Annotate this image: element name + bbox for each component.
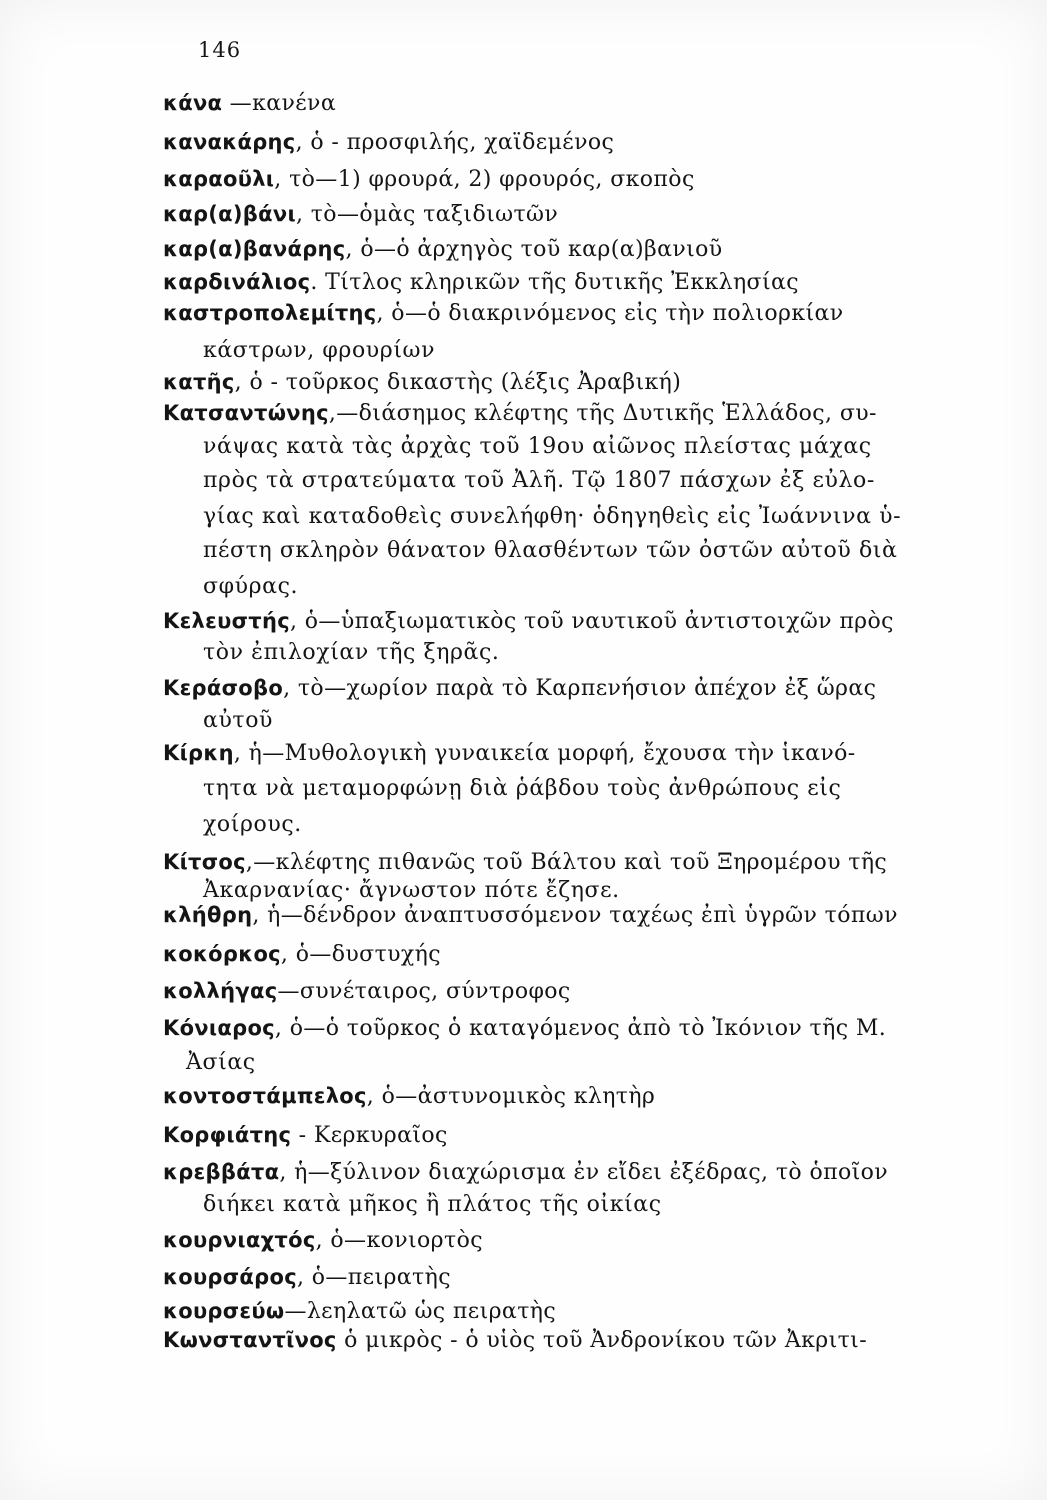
entry-continuation-line: Ἀκαρνανίας· ἄγνωστον πότε ἔζησε. [203, 878, 620, 903]
dictionary-entry [163, 673, 876, 704]
entry-headword: καραοῦλι [163, 167, 275, 191]
entry-headword: Κίρκη [163, 741, 234, 765]
entry-continuation-line: διήκει κατὰ μῆκος ἢ πλάτος τῆς οἰκίας [203, 1192, 662, 1217]
entry-definition: , ὁ—ὁ τοῦρκος ὁ καταγόμενος ἀπὸ τὸ Ἰκόνιον τῆς Μ. [274, 1016, 887, 1041]
entry-headword: κουρσεύω [163, 1299, 285, 1323]
dictionary-entry [163, 298, 844, 329]
dictionary-entry [163, 199, 558, 230]
dictionary-entry [163, 398, 877, 429]
entry-definition: - Κερκυραῖος [291, 1123, 448, 1148]
entry-headword: Κελευστής [163, 609, 290, 633]
entry-continuation-line: νάψας κατὰ τὰς ἀρχὰς τοῦ 19ου αἰῶνος πλείστας μάχας [203, 434, 872, 459]
dictionary-entry [163, 1225, 483, 1256]
dictionary-entry [163, 1296, 556, 1327]
entry-continuation-line: Ἀσίας [186, 1050, 256, 1075]
entry-headword: κλήθρη [163, 903, 253, 927]
entry-definition: , τὸ—χωρίον παρὰ τὸ Καρπενήσιον ἀπέχον ἐξ ὥρας [283, 676, 877, 701]
entry-headword: καρ(α)βανάρης [163, 237, 346, 261]
dictionary-entry [163, 606, 894, 637]
entry-definition: , ὁ - τοῦρκος δικαστὴς (λέξις Ἀραβική) [234, 370, 682, 395]
dictionary-entry [163, 1157, 888, 1188]
entry-definition: , ἡ—ξύλινον διαχώρισμα ἐν εἴδει ἐξέδρας, τὸ ὁποῖον [279, 1160, 889, 1185]
entry-headword: κανακάρης [163, 130, 296, 154]
entry-headword: Κεράσοβο [163, 676, 284, 700]
dictionary-entry [163, 127, 614, 158]
entry-definition: , ὁ - προσφιλής, χαϊδεμένος [295, 130, 615, 155]
dictionary-entry [163, 267, 799, 298]
dictionary-entry [163, 847, 887, 878]
entry-definition: ὁ μικρὸς - ὁ υἱὸς τοῦ Ἀνδρονίκου τῶν Ἀκριτι- [336, 1328, 868, 1353]
entry-definition: —συνέταιρος, σύντροφος [277, 979, 571, 1004]
entry-continuation-line: σφύρας. [203, 574, 299, 599]
dictionary-entry [163, 939, 441, 970]
entry-headword: Κατσαντώνης [163, 401, 329, 425]
entry-definition: , ἡ—δένδρον ἀναπτυσσόμενον ταχέως ἐπὶ ὑγρῶν τόπων [252, 903, 898, 928]
entry-headword: κοκόρκος [163, 942, 281, 966]
page-number: 146 [198, 38, 242, 62]
entry-definition: , τὸ—1) φρουρά, 2) φρουρός, σκοπὸς [274, 167, 695, 192]
entry-headword: Κωνσταντῖνος [163, 1328, 337, 1352]
dictionary-entry [163, 900, 898, 931]
entry-headword: κάνα [163, 91, 223, 115]
dictionary-entry [163, 88, 336, 119]
entry-continuation-line: αὐτοῦ [203, 708, 274, 733]
entry-continuation-line: πρὸς τὰ στρατεύματα τοῦ Ἀλῆ. Τῷ 1807 πάσχων ἐξ εὐλο- [203, 468, 875, 493]
entry-definition: , ὁ—ὑπαξιωματικὸς τοῦ ναυτικοῦ ἀντιστοιχῶν πρὸς [289, 609, 894, 634]
dictionary-entry [163, 1120, 448, 1151]
entry-definition: . Τίτλος κληρικῶν τῆς δυτικῆς Ἐκκλησίας [310, 270, 799, 295]
entry-headword: Κίτσος [163, 850, 246, 874]
entry-continuation-line: τὸν ἐπιλοχίαν τῆς ξηρᾶς. [203, 640, 500, 665]
entry-definition: , ὁ—πειρατὴς [296, 1265, 451, 1290]
entry-headword: Κορφιάτης [163, 1123, 292, 1147]
entry-definition: ,—κλέφτης πιθανῶς τοῦ Βάλτου καὶ τοῦ Ξηρομέρου τῆς [245, 850, 888, 875]
entry-definition: —λεηλατῶ ὡς πειρατὴς [284, 1299, 557, 1324]
entry-headword: καρδινάλιος [163, 270, 311, 294]
entry-definition: , ὁ—δυστυχής [280, 942, 441, 967]
dictionary-entry [163, 976, 571, 1007]
entry-definition: , τὸ—ὁμὰς ταξιδιωτῶν [295, 202, 559, 227]
entry-headword: κουρσάρος [163, 1265, 297, 1289]
entry-continuation-line: πέστη σκληρὸν θάνατον θλασθέντων τῶν ὀστῶν αὐτοῦ διὰ [203, 538, 898, 563]
entry-headword: κολλήγας [163, 979, 278, 1003]
entry-headword: κοντοστάμπελος [163, 1084, 367, 1108]
dictionary-entry [163, 1325, 867, 1356]
entry-headword: Κόνιαρος [163, 1016, 275, 1040]
dictionary-entry [163, 1013, 886, 1044]
entry-continuation-line: γίας καὶ καταδοθεὶς συνελήφθη· ὁδηγηθεὶς εἰς Ἰωάννινα ὑ- [203, 504, 902, 529]
entry-definition: , ἡ—Μυθολογικὴ γυναικεία μορφή, ἔχουσα τὴν ἱκανό- [233, 741, 856, 766]
dictionary-entry [163, 1262, 451, 1293]
dictionary-entry [163, 1081, 655, 1112]
dictionary-entry [163, 234, 723, 265]
entry-continuation-line: τητα νὰ μεταμορφώνῃ διὰ ῥάβδου τοὺς ἀνθρώπους εἰς [203, 776, 842, 801]
entry-definition: , ὁ—κονιορτὸς [315, 1228, 483, 1253]
entry-continuation-line: χοίρους. [203, 812, 302, 837]
dictionary-entry [163, 367, 681, 398]
entry-continuation-line: κάστρων, φρουρίων [203, 338, 436, 363]
entry-headword: καρ(α)βάνι [163, 202, 296, 226]
entry-definition: —κανένα [222, 91, 337, 116]
entry-headword: καστροπολεμίτης [163, 301, 377, 325]
entry-definition: , ὁ—ὁ διακρινόμενος εἰς τὴν πολιορκίαν [376, 301, 844, 326]
dictionary-entry [163, 164, 695, 195]
entry-headword: κουρνιαχτός [163, 1228, 316, 1252]
entry-headword: κρεββάτα [163, 1160, 280, 1184]
entry-definition: , ὁ—ἀστυνομικὸς κλητὴρ [366, 1084, 656, 1109]
entry-definition: ,—διάσημος κλέφτης τῆς Δυτικῆς Ἑλλάδος, συ- [328, 401, 877, 426]
entry-definition: , ὁ—ὁ ἀρχηγὸς τοῦ καρ(α)βανιοῦ [345, 237, 723, 262]
entry-headword: κατῆς [163, 370, 235, 394]
dictionary-entry [163, 738, 856, 769]
